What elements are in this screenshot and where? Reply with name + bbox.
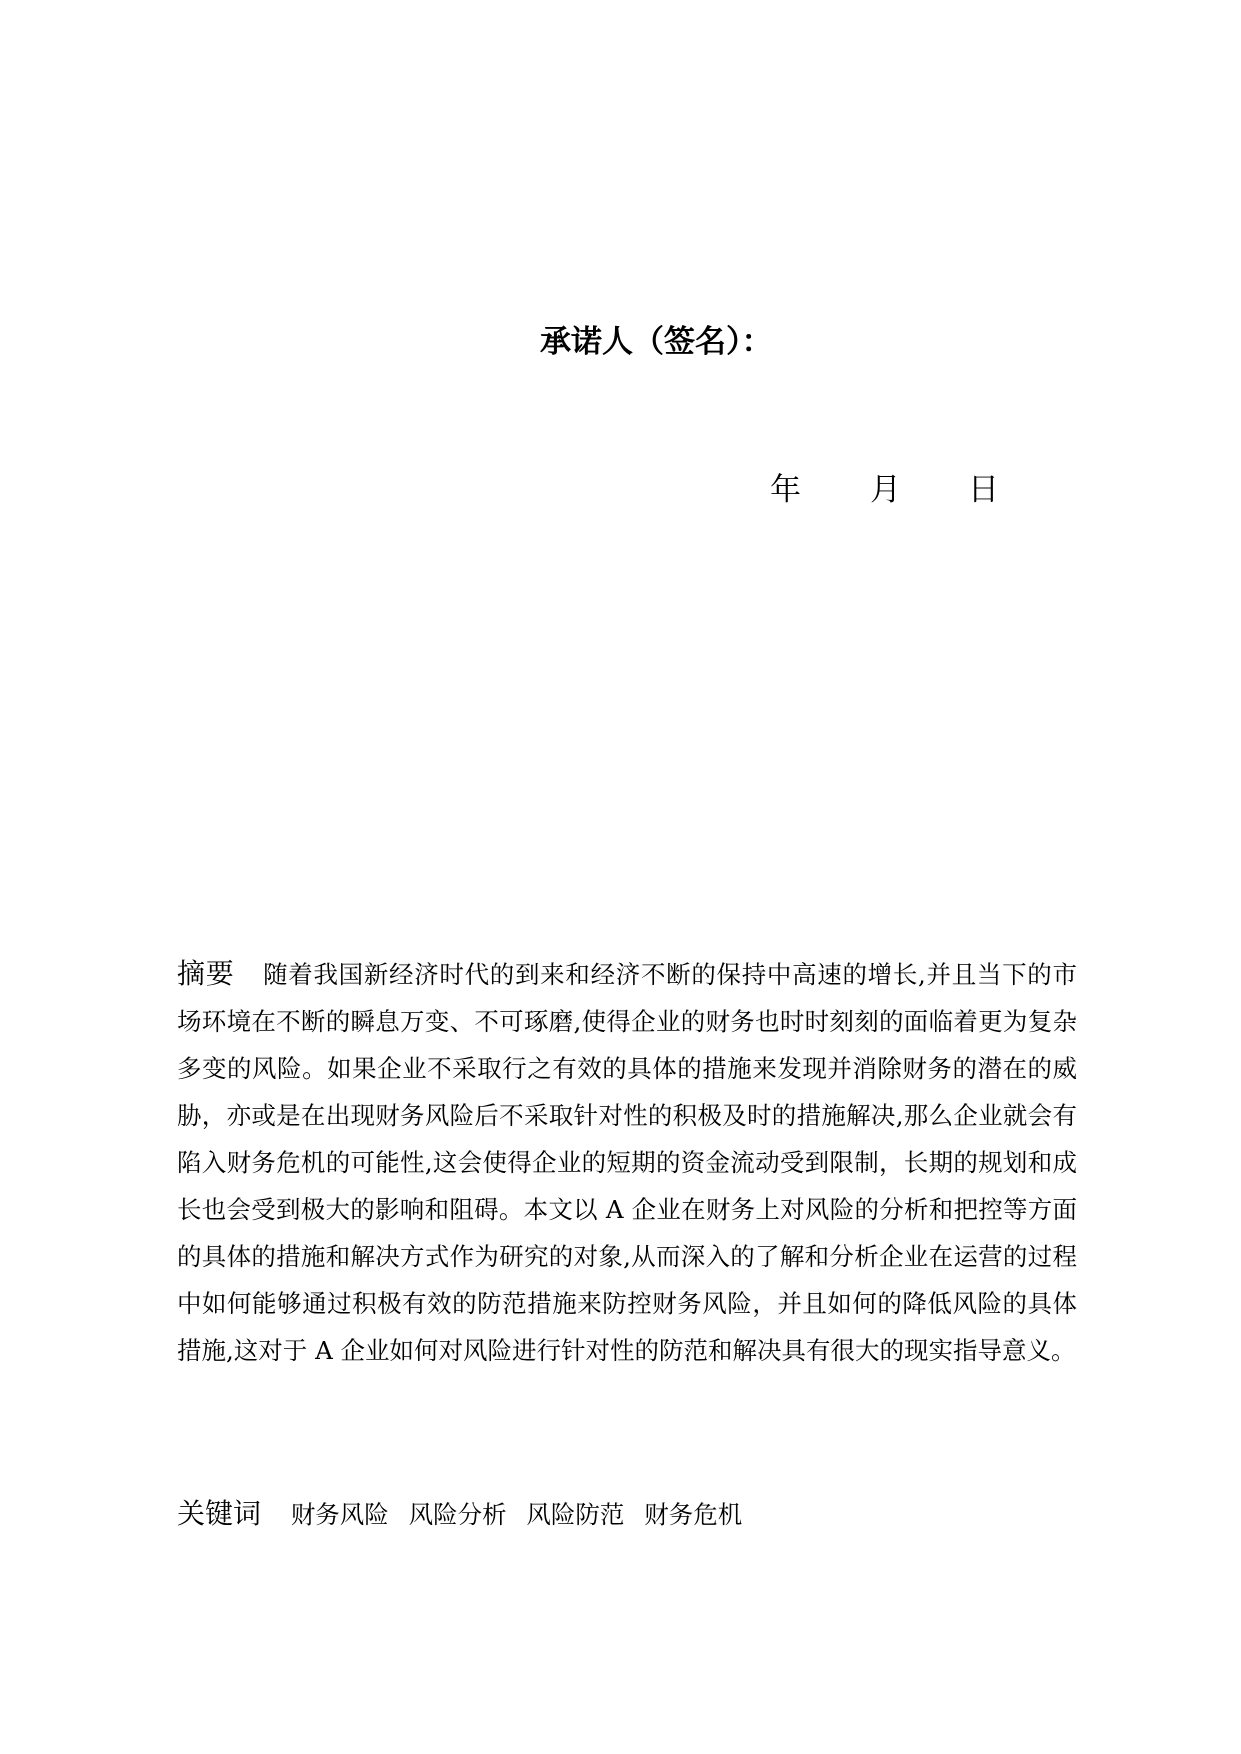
date-year-label: 年 — [770, 472, 801, 508]
keyword-item: 风险分析 — [408, 1500, 507, 1529]
pledge-signature-label: 承诺人（签名）： — [540, 324, 773, 360]
date-line — [0, 468, 1241, 512]
abstract-text: 随着我国新经济时代的到来和经济不断的保持中高速的增长,并且当下的市场环境在不断的瞬息万变、不可琢磨,使得企业的财务也时时刻刻的面临着更为复杂多变的风险。如果企业不采取行之有效的具体的措施来发现并消除财务的潜在的威胁，亦或是在出现财务风险后不采取针对性的积极及时的措施解决,那么企业就会有陷入财务危机的可能性,这会使得企业的短期的资金流动受到限制，长期的规划和成长也会受到极大的影响和阻碍。本文以 A 企业在财务上对风险的分析和把控等方面的具体的措施和解决方式作为研究的对象,从而深入的了解和分析企业在运营的过程中如何能够通过积极有效的防范措施来防控财务风险，并且如何的降低风险的具体措施,这对于 A 企业如何对风险进行针对性的防范和解决具有很大的现实指导意义。 — [177, 960, 1077, 1365]
abstract-section — [177, 950, 1077, 1374]
keyword-item: 风险防范 — [526, 1500, 625, 1529]
date-month-label: 月 — [870, 472, 901, 508]
keyword-item: 财务风险 — [290, 1500, 389, 1529]
keywords-label: 关键词 — [177, 1497, 262, 1530]
abstract-label: 摘要 — [177, 957, 235, 990]
keyword-item: 财务危机 — [644, 1500, 743, 1529]
date-day-label: 日 — [968, 472, 999, 508]
keywords-section — [177, 1492, 754, 1537]
